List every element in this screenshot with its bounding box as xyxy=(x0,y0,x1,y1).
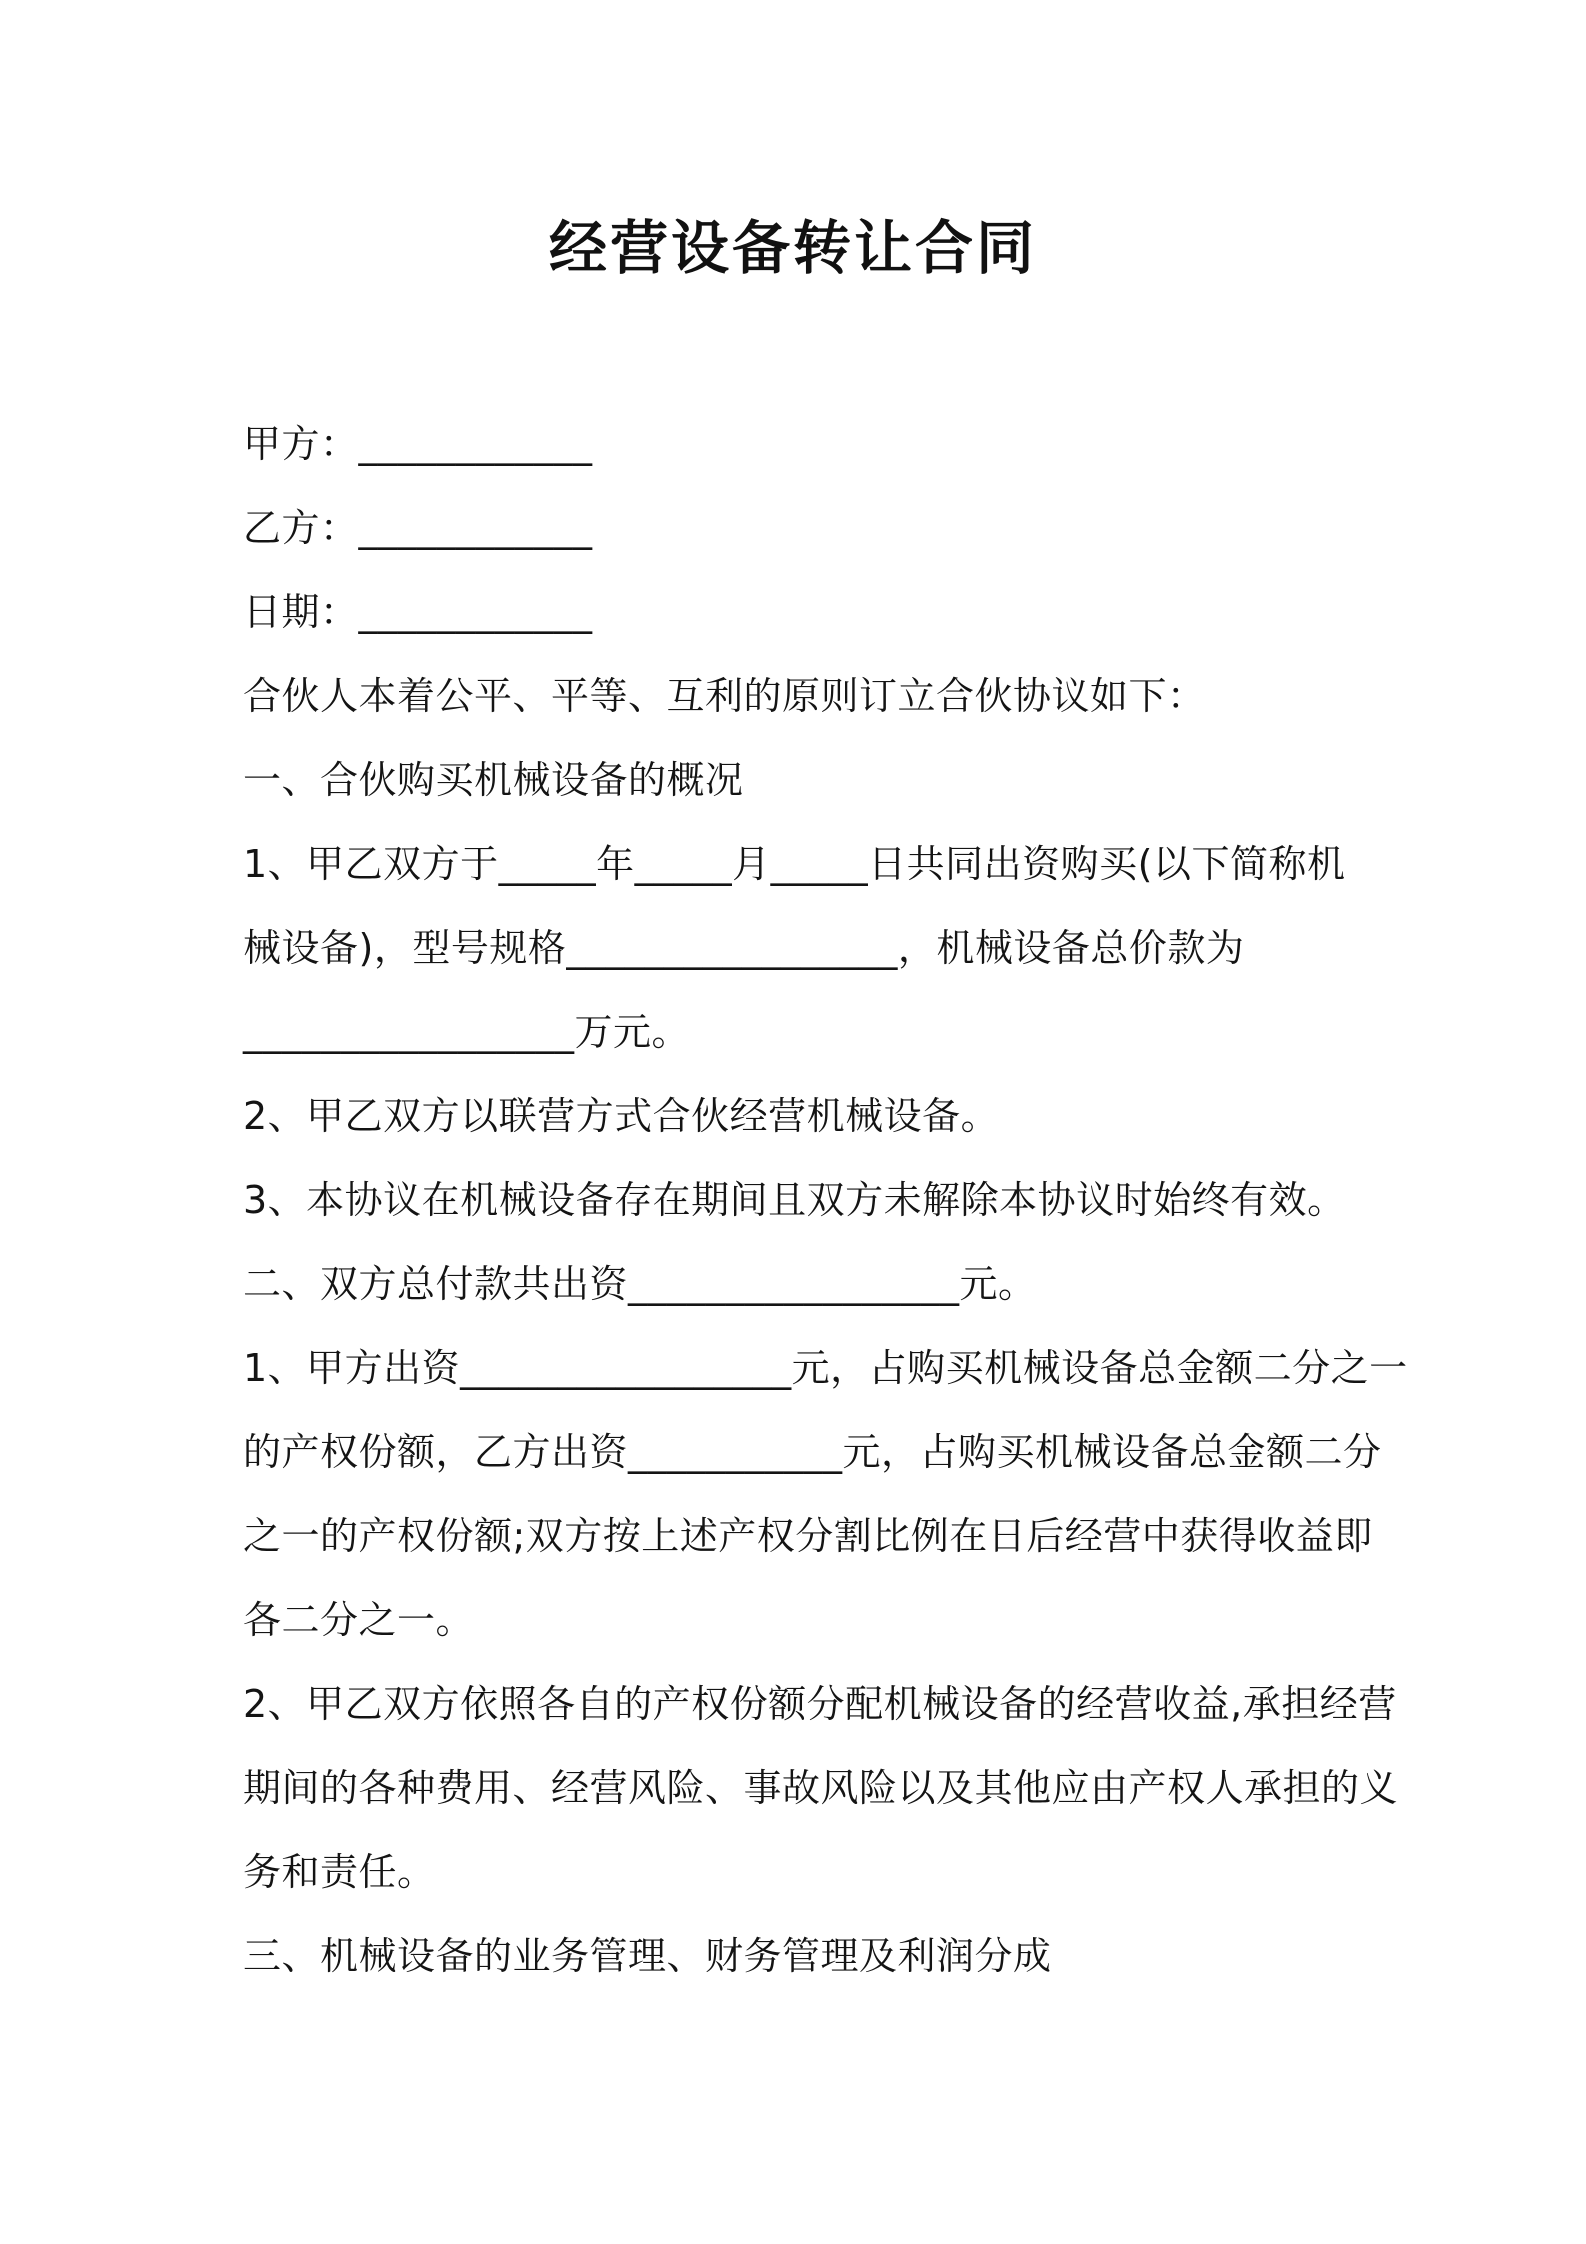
clause-2-1-line-1: 1、甲方出资_________________元，占购买机械设备总金额二分之一 xyxy=(243,1346,1408,1390)
clause-1-1-line-2: 械设备)，型号规格_________________，机械设备总价款为 xyxy=(243,926,1245,970)
clause-1-1-line-3: _________________万元。 xyxy=(243,1010,691,1054)
clause-1-3: 3、本协议在机械设备存在期间且双方未解除本协议时始终有效。 xyxy=(243,1178,1346,1222)
section-heading-2: 二、双方总付款共出资_________________元。 xyxy=(243,1262,1037,1306)
preamble-line: 合伙人本着公平、平等、互利的原则订立合伙协议如下： xyxy=(243,674,1206,718)
clause-2-1-line-4: 各二分之一。 xyxy=(243,1598,475,1642)
party-b-line: 乙方：____________ xyxy=(243,506,593,550)
clause-2-1-line-3: 之一的产权份额;双方按上述产权分割比例在日后经营中获得收益即 xyxy=(243,1514,1373,1558)
clause-2-1-line-2: 的产权份额，乙方出资___________元，占购买机械设备总金额二分 xyxy=(243,1430,1382,1474)
clause-2-2-line-1: 2、甲乙双方依照各自的产权份额分配机械设备的经营收益,承担经营 xyxy=(243,1682,1397,1726)
document-title: 经营设备转让合同 xyxy=(548,214,1037,282)
document-body xyxy=(243,402,1408,1998)
section-heading-1: 一、合伙购买机械设备的概况 xyxy=(243,758,744,802)
section-heading-3: 三、机械设备的业务管理、财务管理及利润分成 xyxy=(243,1934,1052,1978)
clause-1-1-line-1: 1、甲乙双方于_____年_____月_____日共同出资购买(以下简称机 xyxy=(243,842,1346,886)
party-a-line: 甲方：____________ xyxy=(243,422,593,466)
clause-2-2-line-2: 期间的各种费用、经营风险、事故风险以及其他应由产权人承担的义 xyxy=(243,1766,1399,1810)
clause-1-2: 2、甲乙双方以联营方式合伙经营机械设备。 xyxy=(243,1094,1000,1138)
clause-2-2-line-3: 务和责任。 xyxy=(243,1850,436,1894)
date-line: 日期：____________ xyxy=(243,590,593,634)
